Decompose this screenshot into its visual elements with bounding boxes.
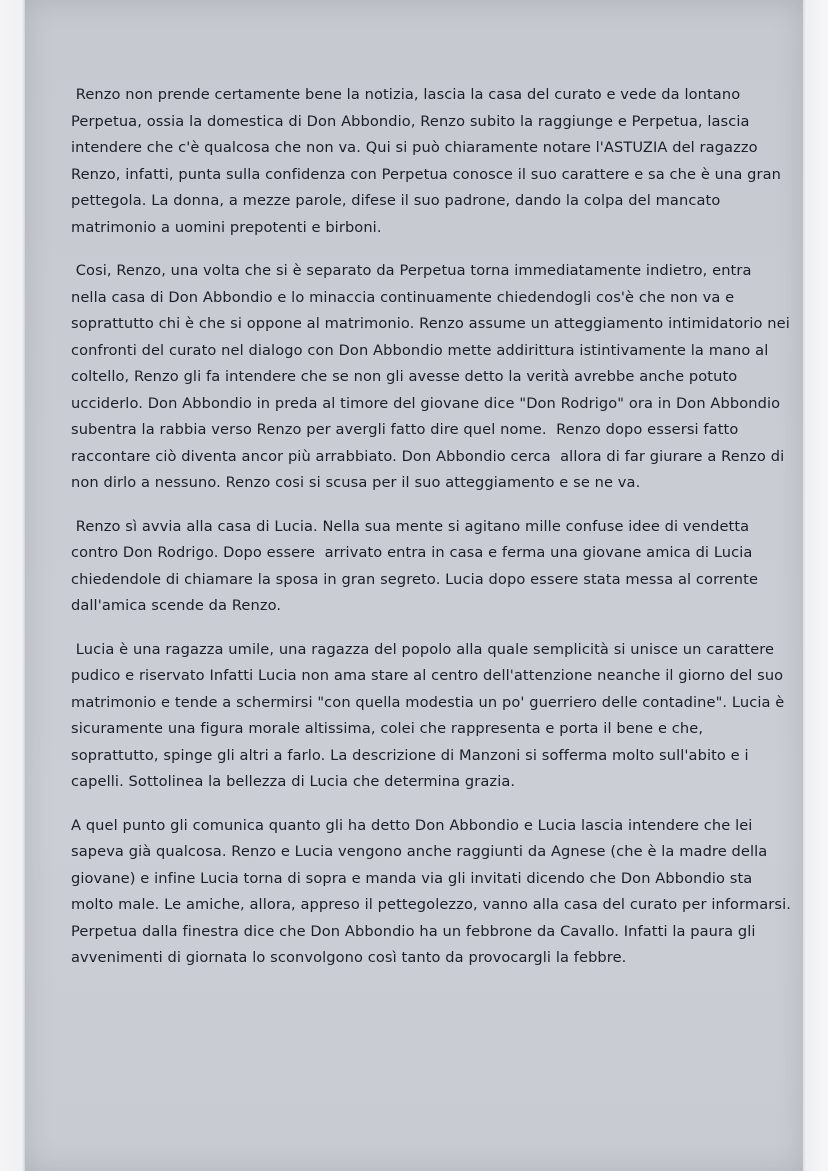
paragraph-4: Lucia è una ragazza umile, una ragazza del popolo alla quale semplicità si unisce un carattere pudico e riservato Infatti Lucia non ama stare al centro dell'attenzione neanche il giorno del suo matrimonio e tende a schermirsi "con quella modestia un po' guerriero delle contadine". Lucia è sicuramente una figura morale altissima, colei che rappresenta e porta il bene e che, soprattutto, spinge gli altri a farlo. La descrizione di Manzoni si sofferma molto sull'abito e i capelli. Sottolinea la bellezza di Lucia che determina grazia. <box>71 640 790 790</box>
paper-sheet <box>25 0 803 1171</box>
paragraph-1: Renzo non prende certamente bene la notizia, lascia la casa del curato e vede da lontano Perpetua, ossia la domestica di Don Abbondio, Renzo subito la raggiunge e Perpetua, lascia intendere che c'è qualcosa che non va. Qui si può chiaramente notare l'ASTUZIA del ragazzo Renzo, infatti, punta sulla confidenza con Perpetua conosce il suo carattere e sa che è una gran pettegola. La donna, a mezze parole, difese il suo padrone, dando la colpa del mancato matrimonio a uomini prepotenti e birboni. <box>71 86 786 236</box>
paragraph-5: A quel punto gli comunica quanto gli ha detto Don Abbondio e Lucia lascia intendere che lei sapeva già qualcosa. Renzo e Lucia vengono anche raggiunti da Agnese (che è la madre della giovane) e infine Lucia torna di sopra e manda via gli invitati dicendo che Don Abbondio sta molto male. Le amiche, allora, appreso il pettegolezzo, vanno alla casa del curato per informarsi. Perpetua dalla finestra dice che Don Abbondio ha un febbrone da Cavallo. Infatti la paura gli avvenimenti di giornata lo sconvolgono così tanto da provocargli la febbre. <box>71 816 796 966</box>
paragraph-3: Renzo sì avvia alla casa di Lucia. Nella sua mente si agitano mille confuse idee di vendetta contro Don Rodrigo. Dopo essere arrivato entra in casa e ferma una giovane amica di Lucia chiedendole di chiamare la sposa in gran segreto. Lucia dopo essere stata messa al corrente dall'amica scende da Renzo. <box>71 517 763 614</box>
paragraph-2: Cosi, Renzo, una volta che si è separato da Perpetua torna immediatamente indietro, entra nella casa di Don Abbondio e lo minaccia continuamente chiedendogli cos'è che non va e soprattutto chi è che si oppone al matrimonio. Renzo assume un atteggiamento intimidatorio nei confronti del curato nel dialogo con Don Abbondio mette addirittura istintivamente la mano al coltello, Renzo gli fa intendere che se non gli avesse detto la verità avrebbe anche potuto ucciderlo. Don Abbondio in preda al timore del giovane dice "Don Rodrigo" ora in Don Abbondio subentra la rabbia verso Renzo per avergli fatto dire quel nome. Renzo dopo essersi fatto raccontare ciò diventa ancor più arrabbiato. Don Abbondio cerca allora di far giurare a Renzo di non dirlo a nessuno. Renzo cosi si scusa per il suo atteggiamento e se ne va. <box>71 262 795 491</box>
document-body <box>71 82 796 989</box>
